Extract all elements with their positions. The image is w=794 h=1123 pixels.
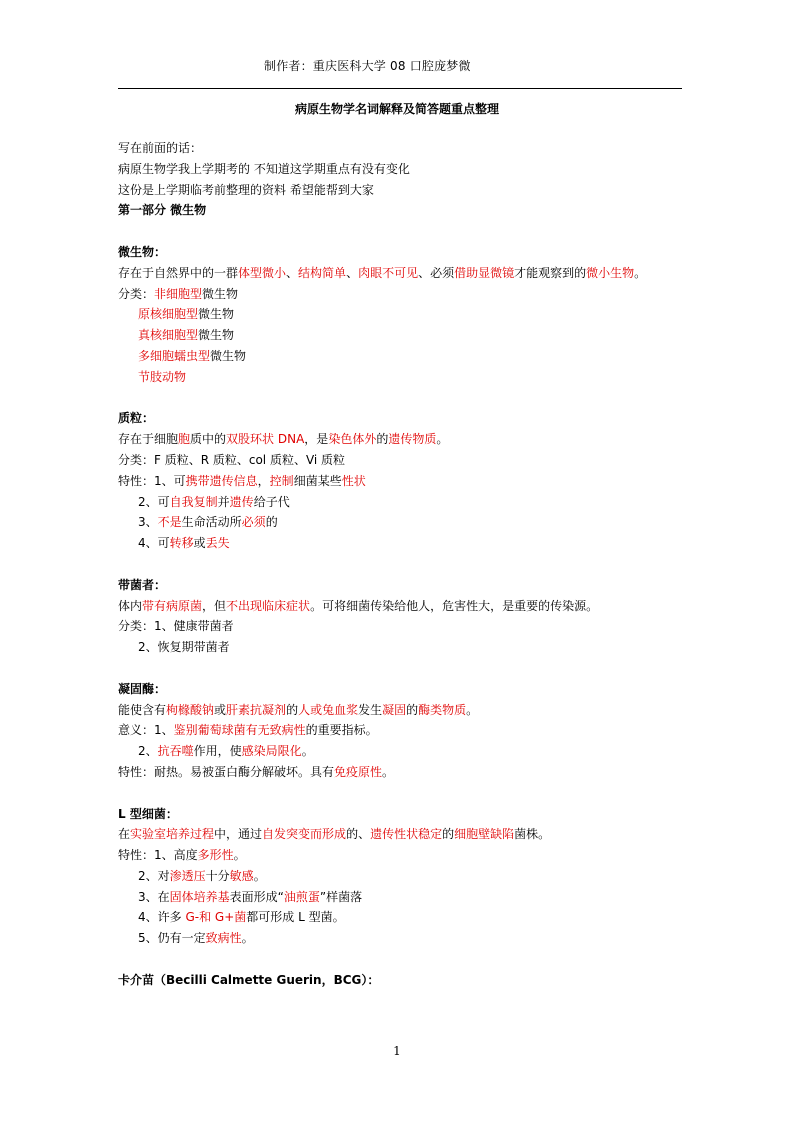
text-segment: 第一部分 微生物 [118,203,207,218]
highlighted-text: 原核细胞型 [138,307,199,322]
blank-line [118,783,688,804]
text-segment: 细菌某些 [293,473,342,488]
text-segment: 分类： [118,286,155,301]
text-segment: ，但 [202,598,227,613]
highlighted-text: 遗传物质 [388,432,437,447]
highlighted-text: 多形性 [197,848,234,863]
text-segment: 特性：1、可 [118,473,186,488]
highlighted-text: 染色体外 [328,432,377,447]
plasmid-feature-1 [118,471,688,492]
text-segment: 的 [376,432,389,447]
plasmid-class [118,450,688,471]
highlighted-text: 双股环状 DNA [226,432,305,447]
l-form-def [118,824,688,845]
text-segment: 5、仍有一定 [138,931,206,946]
coagulase-def [118,700,688,721]
text-segment: 特性：1、高度 [118,848,198,863]
text-segment: 、 [286,265,299,280]
text-segment: 微生物 [198,307,235,322]
highlighted-text: 细胞壁缺陷 [454,827,515,842]
blank-line [118,554,688,575]
highlighted-text: 自发突变而形成 [262,827,347,842]
highlighted-text: 油煎蛋 [283,889,320,904]
highlighted-text: 丢失 [205,536,230,551]
text-segment: 或 [214,702,227,717]
highlighted-text: 感染局限化 [241,744,302,759]
document-title: 病原生物学名词解释及简答题重点整理 [294,102,499,116]
highlighted-text: 凝固 [382,702,407,717]
text-segment: 存在于细胞 [118,432,179,447]
microorganism-class-1 [118,284,688,305]
coagulase-meaning-1 [118,720,688,741]
highlighted-text: 体型微小 [238,265,287,280]
highlighted-text: 携带遗传信息 [185,473,258,488]
text-segment: 并 [217,494,230,509]
term-microorganism [118,242,688,263]
highlighted-text: 多细胞蠕虫型 [138,348,211,363]
text-segment: 分类：F 质粒、R 质粒、col 质粒、Vi 质粒 [118,452,346,467]
plasmid-def [118,429,688,450]
blank-line [118,388,688,409]
l-form-feature-2 [118,866,688,887]
l-form-feature-5 [118,928,688,949]
blank-line [118,658,688,679]
text-segment: 3、 [138,515,158,530]
term-l-form [118,804,688,825]
microorganism-def [118,263,688,284]
text-segment: 微生物： [118,244,167,259]
text-segment: 中，通过 [214,827,263,842]
page-number: 1 [393,1044,401,1058]
highlighted-text: 遗传 [229,494,254,509]
highlighted-text: 人或兔血浆 [298,702,359,717]
text-segment: ”样菌落 [319,889,363,904]
term-carrier [118,575,688,596]
blank-line [118,949,688,970]
l-form-feature-3 [118,887,688,908]
text-segment: 2、 [138,744,158,759]
text-segment: 3、在 [138,889,170,904]
highlighted-text: 不是 [157,515,182,530]
text-segment: 。 [241,931,254,946]
text-segment: 微生物 [198,328,235,343]
text-segment: 能使含有 [118,702,167,717]
text-segment: 。 [301,744,314,759]
text-segment: 微生物 [202,286,239,301]
highlighted-text: 结构简单 [298,265,347,280]
text-segment: 的、 [346,827,371,842]
text-segment: 。可将细菌传染给他人，危害性大，是重要的传染源。 [310,598,599,613]
highlighted-text: 控制 [269,473,294,488]
highlighted-text: 遗传性状稳定 [370,827,443,842]
text-segment: 写在前面的话： [118,141,203,155]
text-segment: 2、可 [138,494,170,509]
highlighted-text: 酶类物质 [418,702,467,717]
highlighted-text: 肝素抗凝剂 [226,702,287,717]
text-segment: 微生物 [210,348,247,363]
highlighted-text: 实验室培养过程 [130,827,215,842]
text-segment: 给子代 [253,494,290,509]
text-segment: 4、可 [138,536,170,551]
term-coagulase [118,679,688,700]
text-segment: 这份是上学期临考前整理的资料 希望能帮到大家 [118,182,374,197]
highlighted-text: 抗吞噬 [157,744,194,759]
highlighted-text: 节肢动物 [138,369,187,384]
plasmid-feature-3 [118,512,688,533]
coagulase-meaning-2 [118,741,688,762]
text-segment: ， [257,473,270,488]
highlighted-text: 渗透压 [169,868,206,883]
text-segment: 质粒： [118,411,155,426]
text-segment: 、必须 [418,265,455,280]
term-plasmid [118,408,688,429]
text-segment: 4、许多 [138,910,186,925]
text-segment: 。 [634,265,647,280]
plasmid-feature-2 [118,492,688,513]
intro-2 [118,159,688,180]
text-segment: 的 [286,702,299,717]
highlighted-text: G-和 G+菌 [185,910,247,925]
text-segment: 的 [265,515,278,530]
text-segment: 发生 [358,702,383,717]
plasmid-feature-4 [118,533,688,554]
text-segment: 作用，使 [193,744,242,759]
text-segment: 病原生物学我上学期考的 不知道这学期重点有没有变化 [118,161,410,176]
text-segment: 。 [466,702,479,717]
highlighted-text: 带有病原菌 [142,598,203,613]
highlighted-text: 不出现临床症状 [226,598,311,613]
highlighted-text: 借助显微镜 [454,265,515,280]
highlighted-text: 自我复制 [169,494,218,509]
highlighted-text: 微小生物 [586,265,635,280]
highlighted-text: 真核细胞型 [138,328,199,343]
highlighted-text: 敏感 [229,868,254,883]
text-segment: 分类：1、健康带菌者 [118,619,234,634]
text-segment: ，是 [304,432,329,447]
text-segment: 意义：1、 [118,723,174,738]
text-segment: 。 [233,848,246,863]
intro-1 [118,138,688,159]
text-segment: 表面形成“ [229,889,284,904]
text-segment: 的 [442,827,455,842]
text-segment: 或 [193,536,206,551]
highlighted-text: 转移 [169,536,194,551]
highlighted-text: 鉴别葡萄球菌有无致病性 [173,723,306,738]
text-segment: 质中的 [190,432,227,447]
part-1-heading [118,200,688,221]
blank-line [118,221,688,242]
highlighted-text: 非细胞型 [154,286,203,301]
microorganism-class-3 [118,325,688,346]
text-segment: 的 [406,702,419,717]
highlighted-text: 免疫原性 [334,764,383,779]
intro-3 [118,180,688,201]
highlighted-text: 胞 [178,432,191,447]
text-segment: 。 [253,868,266,883]
microorganism-class-2 [118,304,688,325]
carrier-def [118,596,688,617]
l-form-feature-1 [118,845,688,866]
page-header: 制作者：重庆医科大学 08 口腔庞梦微 [264,59,471,73]
l-form-feature-4 [118,907,688,928]
text-segment: 、 [346,265,359,280]
carrier-class-2 [118,637,688,658]
carrier-class-1 [118,616,688,637]
highlighted-text: 性状 [341,473,366,488]
coagulase-feature [118,762,688,783]
text-segment: 凝固酶： [118,681,167,696]
text-segment: 。 [436,432,449,447]
highlighted-text: 固体培养基 [169,889,230,904]
highlighted-text: 枸橼酸钠 [166,702,215,717]
microorganism-class-5 [118,367,688,388]
document-body [118,138,688,991]
text-segment: 体内 [118,598,143,613]
microorganism-class-4 [118,346,688,367]
text-segment: 十分 [205,868,230,883]
text-segment: 。 [382,764,395,779]
text-segment: L 型细菌： [118,806,178,821]
text-segment: 存在于自然界中的一群 [118,265,239,280]
text-segment: 都可形成 L 型菌。 [246,910,345,925]
term-bcg [118,970,688,991]
text-segment: 特性：耐热。易被蛋白酶分解破坏。具有 [118,764,335,779]
header-rule [118,88,682,89]
text-segment: 2、对 [138,868,170,883]
highlighted-text: 致病性 [205,931,242,946]
text-segment: 的重要指标。 [305,723,378,738]
text-segment: 2、恢复期带菌者 [138,640,230,655]
text-segment: 卡介苗（Becilli Calmette Guerin，BCG）： [118,972,380,987]
highlighted-text: 必须 [241,515,266,530]
highlighted-text: 肉眼不可见 [358,265,419,280]
text-segment: 才能观察到的 [514,265,587,280]
text-segment: 在 [118,827,131,842]
text-segment: 菌株。 [514,827,551,842]
text-segment: 生命活动所 [181,515,242,530]
text-segment: 带菌者： [118,577,167,592]
